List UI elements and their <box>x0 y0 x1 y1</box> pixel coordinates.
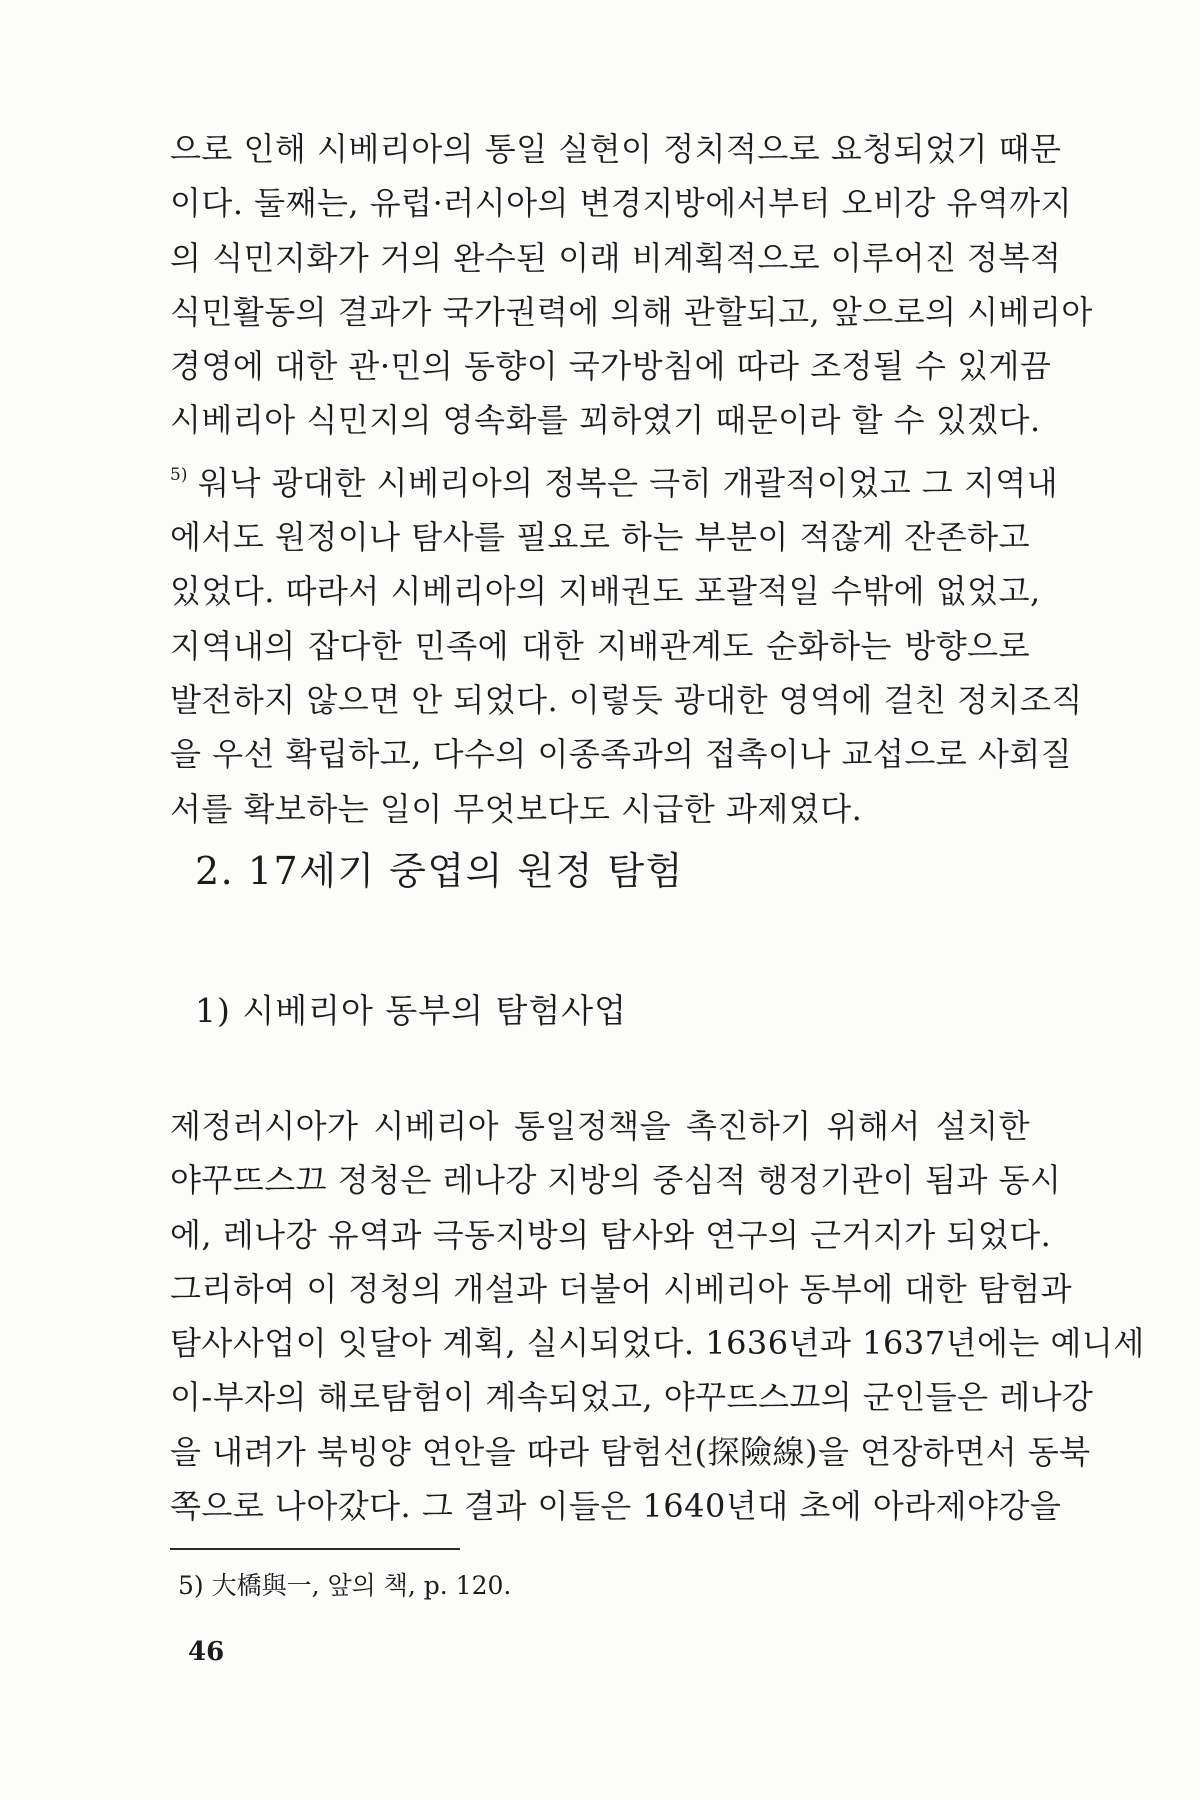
footnote-marker: 5) <box>170 464 188 485</box>
text-line: 에서도 원정이나 탐사를 필요로 하는 부분이 적잖게 잔존하고 <box>170 518 1031 557</box>
text-line-content: 워낙 광대한 시베리아의 정복은 극히 개괄적이었고 그 지역내 <box>198 463 1059 502</box>
text-line: 발전하지 않으면 안 되었다. 이렇듯 광대한 영역에 걸친 정치조직 <box>170 680 1083 719</box>
text-line: 식민활동의 결과가 국가권력에 의해 관할되고, 앞으로의 시베리아 <box>170 292 1093 331</box>
footnote: 5) 大橋與一, 앞의 책, p. 120. <box>178 1571 512 1600</box>
text-line: 경영에 대한 관·민의 동향이 국가방침에 따라 조정될 수 있게끔 <box>170 347 1052 386</box>
text-line: 서를 확보하는 일이 무엇보다도 시급한 과제였다. <box>170 789 863 828</box>
text-line: 이다. 둘째는, 유럽·러시아의 변경지방에서부터 오비강 유역까지 <box>170 184 1073 223</box>
text-line: 야꾸뜨스끄 정청은 레나강 지방의 중심적 행정기관이 됨과 동시 <box>170 1161 1062 1200</box>
subsection-heading: 1) 시베리아 동부의 탐험사업 <box>195 991 627 1030</box>
text-line: 을 우선 확립하고, 다수의 이종족과의 접촉이나 교섭으로 사회질 <box>170 735 1073 774</box>
paragraph-intro <box>170 122 1093 836</box>
page-number: 46 <box>188 1637 225 1667</box>
text-line: 의 식민지화가 거의 완수된 이래 비계획적으로 이루어진 정복적 <box>170 238 1062 277</box>
text-line: 있었다. 따라서 시베리아의 지배권도 포괄적일 수밖에 없었고, <box>170 572 1041 611</box>
text-line: 에, 레나강 유역과 극동지방의 탐사와 연구의 근거지가 되었다. <box>170 1215 1052 1254</box>
text-line: 제정러시아가 시베리아 통일정책을 촉진하기 위해서 설치한 <box>170 1107 1030 1145</box>
footnote-divider <box>170 1548 460 1550</box>
text-line-with-footnote <box>170 448 1059 510</box>
text-line: 이-부자의 해로탐험이 계속되었고, 야꾸뜨스끄의 군인들은 레나강 <box>170 1378 1094 1417</box>
text-line: 쪽으로 나아갔다. 그 결과 이들은 1640년대 초에 아라제야강을 <box>170 1487 1062 1526</box>
text-line: 그리하여 이 정청의 개설과 더불어 시베리아 동부에 대한 탐험과 <box>170 1269 1073 1308</box>
text-line: 을 내려가 북빙양 연안을 따라 탐험선(探險線)을 연장하면서 동북 <box>170 1432 1091 1471</box>
section-heading: 2. 17세기 중엽의 원정 탐험 <box>195 849 684 893</box>
paragraph-expeditions <box>170 1099 1145 1533</box>
text-line: 탐사사업이 잇달아 계획, 실시되었다. 1636년과 1637년에는 예니세 <box>170 1324 1145 1363</box>
text-line: 시베리아 식민지의 영속화를 꾀하였기 때문이라 할 수 있겠다. <box>170 401 1041 440</box>
text-line: 으로 인해 시베리아의 통일 실현이 정치적으로 요청되었기 때문 <box>170 130 1062 168</box>
text-line: 지역내의 잡다한 민족에 대한 지배관계도 순화하는 방향으로 <box>170 626 1030 665</box>
